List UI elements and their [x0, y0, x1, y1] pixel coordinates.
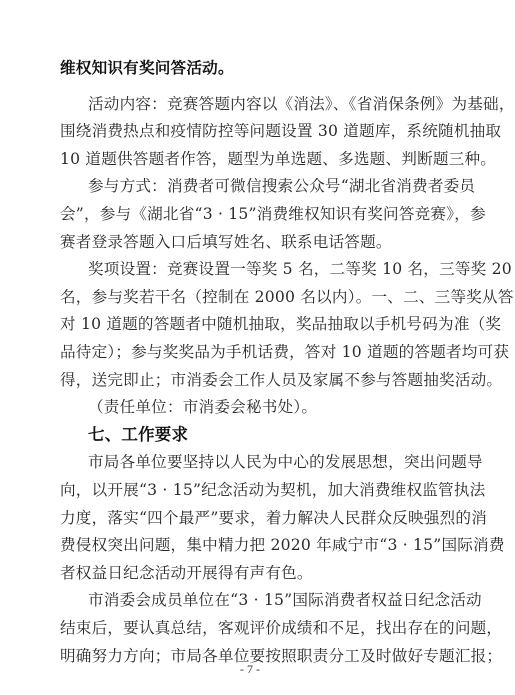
- text-line: 明确努力方向；市局各单位要按照职责分工及时做好专题汇报；: [60, 646, 503, 665]
- text-line: 奖项设置：竞赛设置一等奖 5 名，二等奖 10 名，三等奖 20: [88, 260, 512, 279]
- text-line: 维权知识有奖问答活动。: [60, 58, 234, 77]
- text-line: 市局各单位要坚持以人民为中心的发展思想，突出问题导: [88, 453, 483, 472]
- text-line: 力度，落实“四个最严”要求，着力解决人民群众反映强烈的消: [60, 508, 487, 527]
- page-number: - 7 -: [240, 662, 260, 676]
- text-line: 结束后，要认真总结，客观评价成绩和不足，找出存在的问题，: [60, 619, 503, 637]
- text-line: 名，参与奖若干名（控制在 2000 名以内）。一、二、三等奖从答: [60, 287, 514, 306]
- text-line: 10 道题供答题者作答，题型为单选题、多选题、判断题三种。: [60, 149, 497, 168]
- text-line: 得，送完即止；市消委会工作人员及家属不参与答题抽奖活动。: [60, 370, 503, 389]
- text-line: 活动内容：竞赛答题内容以《消法》、《省消保条例》为基础，: [88, 94, 515, 113]
- text-line: 会”，参与《湖北省“3 · 15”消费维权知识有奖问答竞赛》，参: [60, 205, 486, 223]
- text-line: 者权益日纪念活动开展得有声有色。: [60, 563, 313, 582]
- text-line: 围绕消费热点和疫情防控等问题设置 30 道题库，系统随机抽取: [60, 122, 502, 141]
- text-line: （责任单位：市消委会秘书处）。: [88, 398, 318, 417]
- section-heading: 七、工作要求: [88, 424, 189, 444]
- text-line: 赛者登录答题入口后填写姓名、联系电话答题。: [60, 232, 392, 251]
- text-line: 向，以开展“3 · 15”纪念活动为契机，加大消费维权监管执法: [60, 481, 486, 499]
- text-line: 费侵权突出问题，集中精力把 2020 年咸宁市“3 · 15”国际消费: [60, 536, 505, 555]
- text-line: 市消委会成员单位在“3 · 15”国际消费者权益日纪念活动: [88, 591, 482, 610]
- text-line: 对 10 道题的答题者中随机抽取，奖品抽取以手机号码为准（奖: [60, 315, 502, 334]
- text-line: 品待定）；参与奖奖品为手机话费，答对 10 道题的答题者均可获: [60, 343, 510, 361]
- text-line: 参与方式：消费者可微信搜索公众号“湖北省消费者委员: [88, 177, 476, 196]
